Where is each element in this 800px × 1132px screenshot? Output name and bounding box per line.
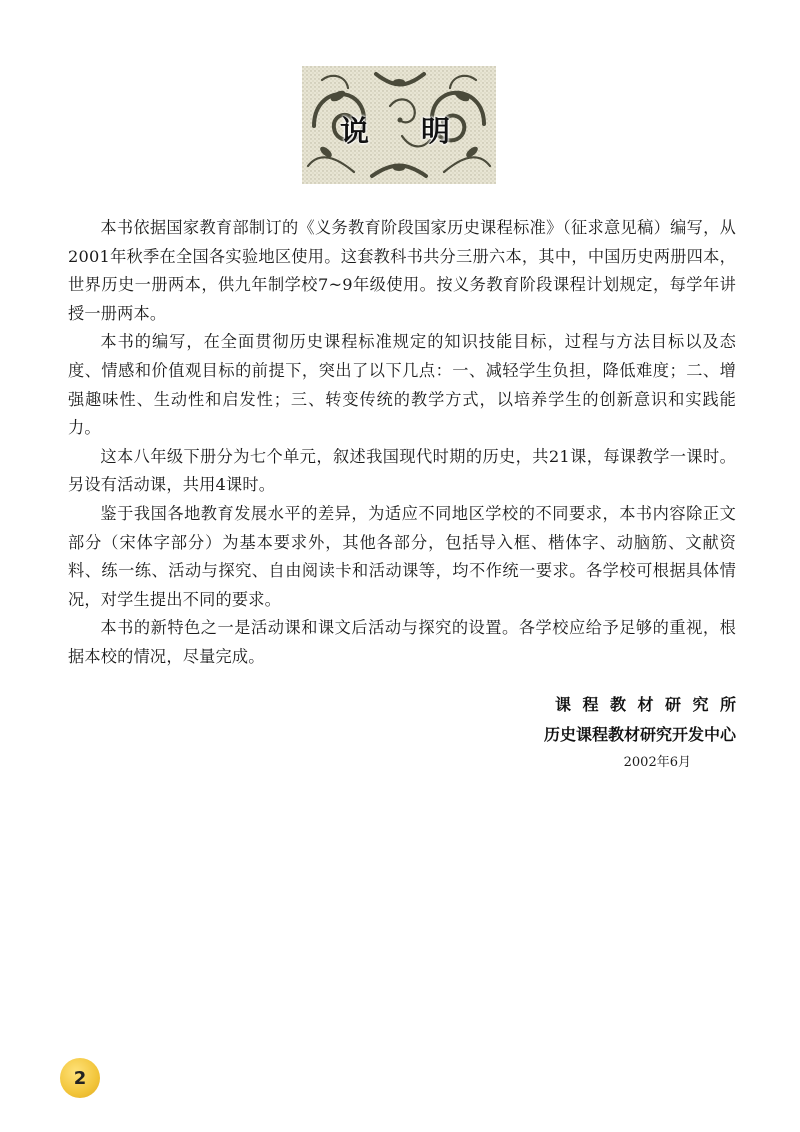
signature-block bbox=[543, 690, 748, 774]
signature-institute: 课程教材研究所 bbox=[554, 695, 748, 714]
paragraph-2: 本书的编写，在全面贯彻历史课程标准规定的知识技能目标，过程与方法目标以及态度、情感和价值观目标的前提下，突出了以下几点：一、减轻学生负担，降低难度；二、增强趣味性、生动性和启发性；三、转变传统的教学方式，以培养学生的创新意识和实践能力。 bbox=[68, 332, 736, 438]
title-char-2: 明 bbox=[420, 113, 450, 148]
body-text bbox=[68, 214, 736, 672]
paragraph-4: 鉴于我国各地教育发展水平的差异，为适应不同地区学校的不同要求，本书内容除正文部分（宋体字部分）为基本要求外，其他各部分，包括导入框、楷体字、动脑筋、文献资料、练一练、活动与探究、自由阅读卡和活动课等，均不作统一要求。各学校可根据具体情况，对学生提出不同的要求。 bbox=[68, 503, 736, 609]
paragraph-5: 本书的新特色之一是活动课和课文后活动与探究的设置。各学校应给予足够的重视，根据本校的情况，尽量完成。 bbox=[68, 618, 736, 666]
signature-center: 历史课程教材研究开发中心 bbox=[543, 725, 736, 744]
page-number-badge: 2 bbox=[60, 1058, 100, 1098]
paragraph-3: 这本八年级下册分为七个单元，叙述我国现代时期的历史，共21课，每课教学一课时。另设有活动课，共用4课时。 bbox=[68, 446, 736, 495]
page-title bbox=[302, 106, 496, 152]
title-char-1: 说 bbox=[340, 113, 370, 148]
signature-date: 2002年6月 bbox=[623, 755, 691, 770]
paragraph-1: 本书依据国家教育部制订的《义务教育阶段国家历史课程标准》（征求意见稿）编写，从2001年秋季在全国各实验地区使用。这套教科书共分三册六本，其中，中国历史两册四本，世界历史一册两本，供九年制学校7~9年级使用。按义务教育阶段课程计划规定，每学年讲授一册两本。 bbox=[68, 218, 736, 323]
